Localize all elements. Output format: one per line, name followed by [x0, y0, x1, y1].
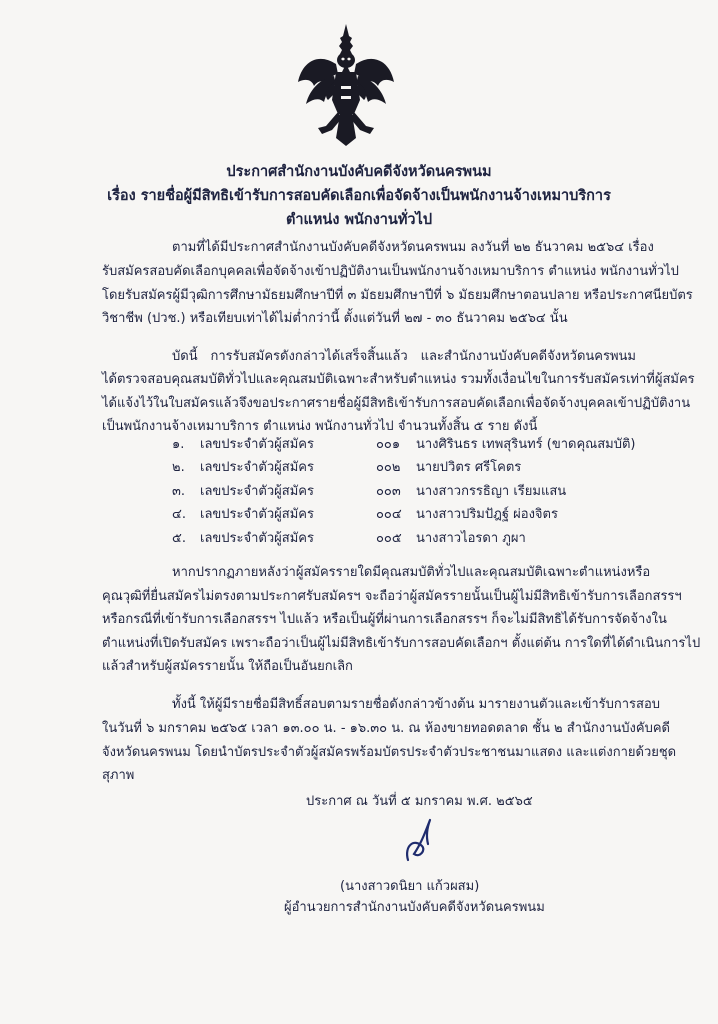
applicant-code: ๐๐๔ — [376, 507, 402, 522]
signatory-name: (นางสาวดนิยา แก้วผสม) — [340, 879, 480, 894]
paragraph-line: คุณวุฒิที่ยื่นสมัครไม่ตรงตามประกาศรับสมัครฯ จะถือว่าผู้สมัครรายนั้นเป็นผู้ไม่มีสิทธิเข้ารับการเลือกสรรฯ — [102, 589, 682, 604]
applicant-label: เลขประจำตัวผู้สมัคร — [200, 460, 314, 475]
applicant-name: นางสาวกรรธิญา เรียมแสน — [416, 484, 567, 499]
paragraph-line: รับสมัครสอบคัดเลือกบุคคลเพื่อจัดจ้างเข้าปฏิบัติงานเป็นพนักงานจ้างเหมาบริการ ตำแหน่ง พนักงานทั่วไป — [102, 264, 679, 279]
paragraph-line: โดยรับสมัครผู้มีวุฒิการศึกษามัธยมศึกษาปีที่ ๓ มัธยมศึกษาปีที่ ๖ มัธยมศึกษาตอนปลาย หรือประกาศนียบัตร — [102, 288, 693, 303]
announcement-position: ตำแหน่ง พนักงานทั่วไป — [285, 212, 433, 228]
applicant-name: นางสาวปริมปัฎฐ์ ผ่องจิตร — [416, 507, 558, 522]
applicant-number: ๑. — [172, 437, 185, 452]
applicant-number: ๔. — [172, 507, 186, 522]
applicant-item — [172, 527, 526, 548]
applicant-name: นายปวิตร ศรีโคตร — [416, 460, 522, 475]
applicant-item — [172, 480, 566, 501]
paragraph-line: สุภาพ — [102, 768, 135, 783]
paragraph-line: แล้วสำหรับผู้สมัครรายนั้น ให้ถือเป็นอันยกเลิก — [102, 659, 353, 674]
applicant-label: เลขประจำตัวผู้สมัคร — [200, 437, 314, 452]
applicant-number: ๕. — [172, 531, 186, 546]
applicant-code: ๐๐๓ — [376, 484, 401, 499]
applicant-number: ๓. — [172, 484, 186, 499]
applicant-number: ๒. — [172, 460, 185, 475]
paragraph-line: จังหวัดนครพนม โดยนำบัตรประจำตัวผู้สมัครพร้อมบัตรประจำตัวประชาชนมาแสดง และแต่งกายด้วยชุด — [102, 745, 677, 760]
applicant-name: นางศิรินธร เทพสุรินทร์ (ขาดคุณสมบัติ) — [416, 437, 636, 452]
paragraph-line: หากปรากฏภายหลังว่าผู้สมัครรายใดมีคุณสมบัติทั่วไปและคุณสมบัติเฉพาะตำแหน่งหรือ — [172, 565, 651, 580]
applicant-label: เลขประจำตัวผู้สมัคร — [200, 507, 314, 522]
applicant-item — [172, 456, 521, 477]
paragraph-line: ตามที่ได้มีประกาศสำนักงานบังคับคดีจังหวัดนครพนม ลงวันที่ ๒๒ ธันวาคม ๒๕๖๔ เรื่อง — [172, 240, 654, 255]
applicant-code: ๐๐๑ — [376, 437, 401, 452]
announcement-subject: เรื่อง รายชื่อผู้มีสิทธิเข้ารับการสอบคัดเลือกเพื่อจัดจ้างเป็นพนักงานจ้างเหมาบริการ — [107, 188, 611, 204]
applicant-code: ๐๐๕ — [376, 531, 402, 546]
signatory-title: ผู้อำนวยการสำนักงานบังคับคดีจังหวัดนครพนม — [284, 900, 545, 915]
paragraph-line: ในวันที่ ๖ มกราคม ๒๕๖๕ เวลา ๑๓.๐๐ น. - ๑๖.๓๐ น. ณ ห้องขายทอดตลาด ชั้น ๒ สำนักงานบังคับคดี — [102, 721, 670, 736]
paragraph-line: ได้แจ้งไว้ในใบสมัครแล้วจึงขอประกาศรายชื่อผู้มีสิทธิเข้ารับการสอบคัดเลือกเพื่อจัดจ้างบุคคลเข้าปฏิบัติงาน — [102, 396, 691, 411]
applicant-code: ๐๐๒ — [376, 460, 401, 475]
handwritten-signature — [396, 816, 446, 864]
paragraph-line: ทั้งนี้ ให้ผู้มีรายชื่อมีสิทธิ์สอบตามรายชื่อดังกล่าวข้างต้น มารายงานตัวและเข้ารับการสอบ — [172, 697, 661, 712]
announcement-date: ประกาศ ณ วันที่ ๕ มกราคม พ.ศ. ๒๕๖๕ — [306, 794, 533, 809]
paragraph-line: เป็นพนักงานจ้างเหมาบริการ ตำแหน่ง พนักงานทั่วไป จำนวนทั้งสิ้น ๕ ราย ดังนี้ — [102, 419, 538, 434]
applicant-label: เลขประจำตัวผู้สมัคร — [200, 531, 314, 546]
paragraph-line: บัดนี้ การรับสมัครดังกล่าวได้เสร็จสิ้นแล้ว และสำนักงานบังคับคดีจังหวัดนครพนม — [172, 349, 636, 364]
announcement-title: ประกาศสำนักงานบังคับคดีจังหวัดนครพนม — [226, 164, 492, 180]
applicant-item — [172, 433, 636, 454]
paragraph-line: วิชาชีพ (ปวช.) หรือเทียบเท่าได้ไม่ต่ำกว่านี้ ตั้งแต่วันที่ ๒๗ - ๓๐ ธันวาคม ๒๕๖๔ นั้น — [102, 311, 568, 326]
applicant-name: นางสาวไอรดา ภูผา — [416, 531, 526, 546]
applicant-label: เลขประจำตัวผู้สมัคร — [200, 484, 314, 499]
paragraph-line: ได้ตรวจสอบคุณสมบัติทั่วไปและคุณสมบัติเฉพาะสำหรับตำแหน่ง รวมทั้งเงื่อนไขในการรับสมัครเท่าที่ผู้สมัคร — [102, 372, 695, 387]
paragraph-line: ตำแหน่งที่เปิดรับสมัคร เพราะถือว่าเป็นผู้ไม่มีสิทธิเข้ารับการสอบคัดเลือกฯ ตั้งแต่ต้น การใดที่ได้ดำเนินการไป — [102, 636, 701, 651]
applicant-item — [172, 503, 558, 524]
paragraph-line: หรือกรณีที่เข้ารับการเลือกสรรฯ ไปแล้ว หรือเป็นผู้ที่ผ่านการเลือกสรรฯ ก็จะไม่มีสิทธิได้รับการจัดจ้างใน — [102, 612, 667, 627]
garuda-emblem-icon — [296, 22, 396, 152]
